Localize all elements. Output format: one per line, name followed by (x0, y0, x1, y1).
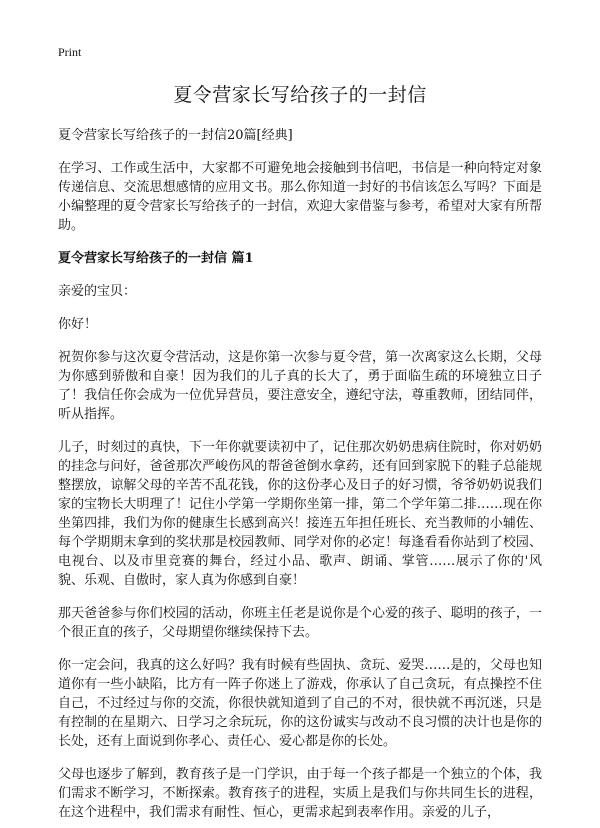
intro-paragraph: 在学习、工作或生活中，大家都不可避免地会接触到书信吧，书信是一种向特定对象传递信息、交流思想感情的应用文书。那么你知道一封好的书信该怎么写吗？下面是小编整理的夏令营家长写给孩子的一封信，欢迎大家借鉴与参考，希望对大家有所帮助。 (58, 161, 542, 233)
greeting: 你好！ (58, 317, 98, 332)
print-link[interactable]: Print (58, 45, 82, 59)
salutation: 亲爱的宝贝： (58, 284, 137, 299)
body-paragraph: 儿子，时刻过的真快，下一年你就要读初中了，记住那次奶奶患病住院时，你对奶奶的挂念与问好，爸爸那次严峻伤风的帮爸爸倒水拿药，还有回到家脱下的鞋子总能规整摆放，谅解父母的辛苦不乱花钱，你的这份孝心及日子的好习惯，爷爷奶奶说我们家的宝物长大明理了！记住小学第一学期你坐第一排，第二个学年第二排……现在你坐第四排，我们为你的健康生长感到高兴！接连五年担任班长、充当教师的小辅佐、每个学期期末拿到的奖状那是校园教师、同学对你的必定！每逢看看你站到了校园、电视台、以及市里竞赛的舞台，经过小品、歌声、朗诵、掌管……展示了你的'风貌、乐观、自傲时，家人真为你感到自豪！ (58, 440, 542, 588)
body-paragraph: 父母也逐步了解到，教育孩子是一门学识，由于每一个孩子都是一个独立的个体，我们需求不断学习，不断探索。教育孩子的进程，实质上是我们与你共同生长的进程，在这个进程中，我们需求有耐性、恒心，更需求起到表率作用。亲爱的儿子， (58, 767, 542, 820)
body-paragraph: 祝贺你参与这次夏令营活动，这是你第一次参与夏令营，第一次离家这么长期，父母为你感到骄傲和自豪！因为我们的儿子真的长大了，勇于面临生疏的环境独立日子了！我信任你会成为一位优异营员，要注意安全，遵纪守法，尊重教师，团结同伴，听从指挥。 (58, 350, 542, 422)
body-paragraph: 你一定会问，我真的这么好吗？我有时候有些固执、贪玩、爱哭……是的，父母也知道你有一些小缺陷，比方有一阵子你迷上了游戏，你承认了自己贪玩，有点操控不住自己，不过经过与你的交流，你很快就知道到了自己的不对，很快就不再沉迷，只是有控制的在星期六、日学习之余玩玩，你的这份诚实与改动不良习惯的决计也是你的长处，还有上面说到你孝心、责任心、爱心都是你的长处。 (58, 658, 542, 749)
section-heading: 夏令营家长写给孩子的一封信 篇1 (58, 251, 254, 266)
document-subtitle: 夏令营家长写给孩子的一封信20篇[经典] (58, 128, 293, 143)
body-paragraph: 那天爸爸参与你们校园的活动，你班主任老是说你是个心爱的孩子、聪明的孩子，一个很正直的孩子，父母期望你继续保持下去。 (58, 606, 542, 640)
document-title: 夏令营家长写给孩子的一封信 (173, 84, 427, 106)
